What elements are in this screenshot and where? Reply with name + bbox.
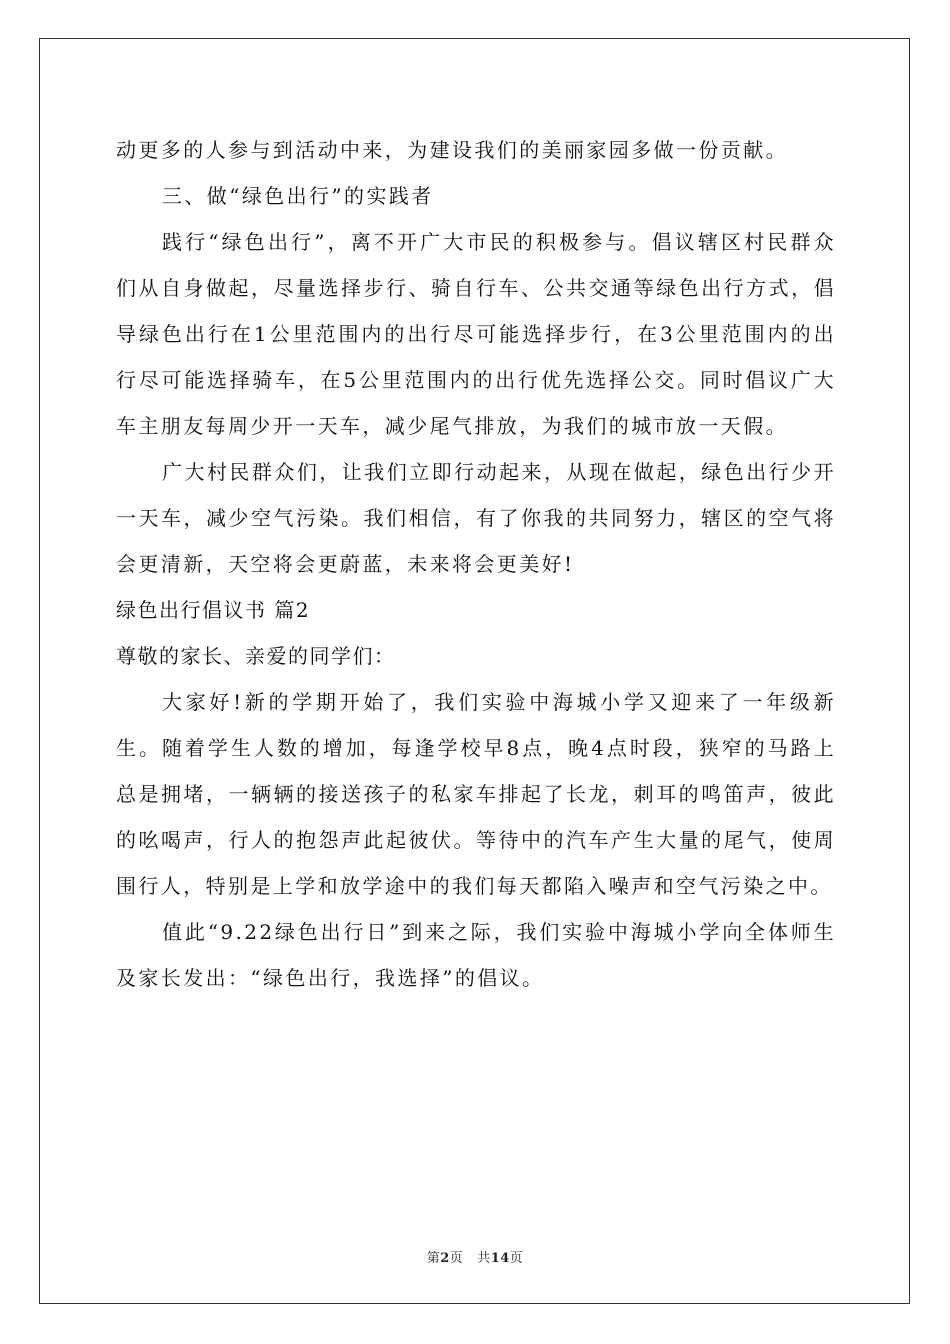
paragraph-continuation: 动更多的人参与到活动中来，为建设我们的美丽家园多做一份贡献。 (116, 138, 788, 162)
paragraph-practice-green-travel: 践行“绿色出行”，离不开广大市民的积极参与。倡议辖区村民群众们从自身做起，尽量选择步行、骑自行车、公共交通等绿色出行方式，倡导绿色出行在1公里范围内的出行尽可能选择步行，在3公里范围内的出行尽可能选择骑车，在5公里范围内的出行优先选择公交。同时倡议广大车主朋友每周少开一天车，减少尾气排放，为我们的城市放一天假。 (116, 230, 836, 438)
paragraph-school-traffic: 大家好!新的学期开始了，我们实验中海城小学又迎来了一年级新生。随着学生人数的增加，每逢学校早8点，晚4点时段，狭窄的马路上总是拥堵，一辆辆的接送孩子的私家车排起了长龙，刺耳的鸣笛声，彼此的吆喝声，行人的抱怨声此起彼伏。等待中的汽车产生大量的尾气，使周围行人，特别是上学和放学途中的我们每天都陷入噪声和空气污染之中。 (116, 690, 836, 898)
paragraph-call-to-action: 广大村民群众们，让我们立即行动起来，从现在做起，绿色出行少开一天车，减少空气污染。我们相信，有了你我的共同努力，辖区的空气将会更清新，天空将会更蔚蓝，未来将会更美好! (116, 460, 836, 576)
paragraph-green-travel-day: 值此“9.22绿色出行日”到来之际，我们实验中海城小学向全体师生及家长发出：“绿色出行，我选择”的倡议。 (116, 920, 836, 990)
page-number: 2 (440, 1251, 450, 1266)
page-suffix: 页 (449, 1251, 464, 1266)
page-prefix: 第 (426, 1251, 441, 1266)
section-heading-green-travel: 三、做“绿色出行”的实践者 (162, 184, 434, 208)
page-footer (0, 1247, 950, 1266)
greeting: 尊敬的家长、亲爱的同学们： (116, 644, 396, 668)
document-body (116, 127, 836, 1001)
total-prefix: 共 (477, 1251, 491, 1266)
article-title-part-2: 绿色出行倡议书 篇2 (116, 598, 311, 622)
total-suffix: 页 (509, 1251, 524, 1266)
total-pages: 14 (490, 1251, 510, 1266)
